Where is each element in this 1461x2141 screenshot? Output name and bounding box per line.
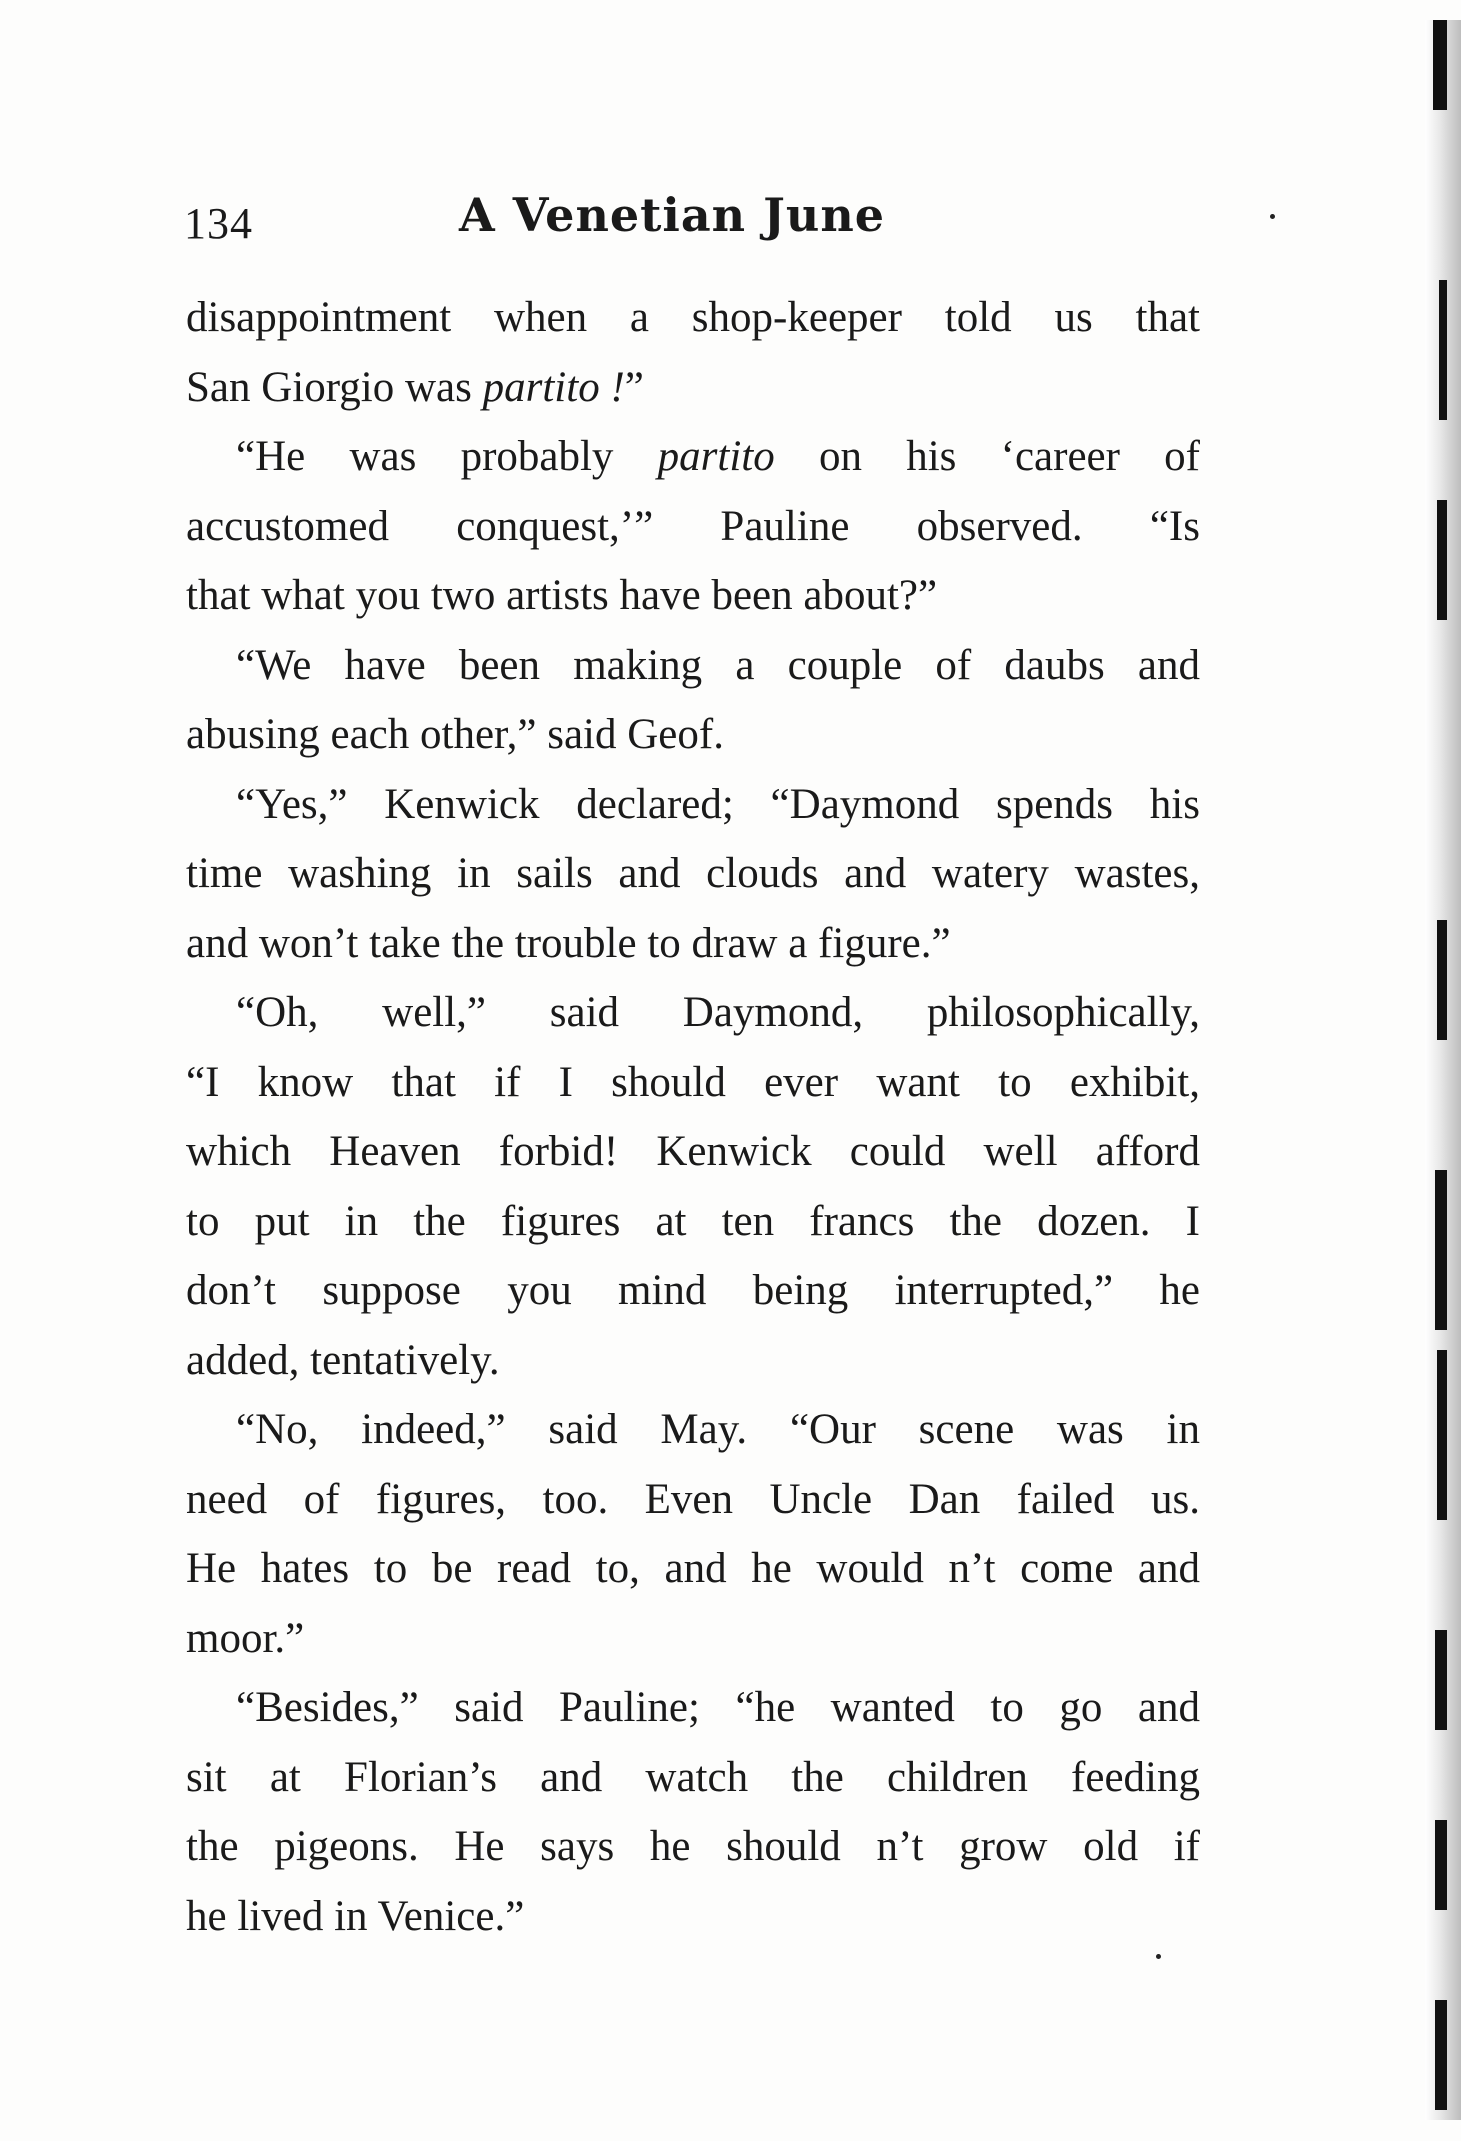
text-line: added, tentatively. <box>186 1336 500 1384</box>
text-line: and won’t take the trouble to draw a figure.” <box>186 919 951 967</box>
scan-edge-mark <box>1437 920 1447 1040</box>
text-line: “He was probably partito on his ‘career of <box>236 433 1200 480</box>
scan-edge-mark <box>1439 280 1447 420</box>
text-line: abusing each other,” said Geof. <box>186 711 724 758</box>
text-line: disappointment when a shop-keeper told us that <box>186 294 1200 341</box>
text-line: need of figures, too. Even Uncle Dan failed us. <box>186 1475 1200 1523</box>
scan-edge-mark <box>1435 1820 1447 1910</box>
text-line: don’t suppose you mind being interrupted,” he <box>186 1267 1200 1314</box>
text-line: accustomed conquest,’” Pauline observed. “Is <box>186 502 1200 550</box>
text-line: “We have been making a couple of daubs and <box>236 641 1200 689</box>
body-text <box>186 283 1200 1951</box>
text-line: He hates to be read to, and he would n’t come and <box>186 1545 1200 1592</box>
text-line: sit at Florian’s and watch the children feeding <box>186 1753 1200 1801</box>
text-line: “Oh, well,” said Daymond, philosophically, <box>236 989 1200 1036</box>
scan-edge-mark <box>1437 500 1447 620</box>
text-line: time washing in sails and clouds and watery wastes, <box>186 850 1200 897</box>
text-line: “No, indeed,” said May. “Our scene was in <box>236 1406 1200 1453</box>
scan-edge-mark <box>1435 2000 1447 2110</box>
text-line: he lived in Venice.” <box>186 1892 525 1940</box>
text-line: “Yes,” Kenwick declared; “Daymond spends his <box>236 780 1200 828</box>
text-line: which Heaven forbid! Kenwick could well afford <box>186 1128 1200 1175</box>
text-line: that what you two artists have been about?” <box>186 572 938 619</box>
scan-edge-mark <box>1435 1630 1447 1730</box>
scan-edge-mark <box>1435 1170 1447 1330</box>
scan-speck <box>1156 1954 1161 1959</box>
text-line: “I know that if I should ever want to exhibit, <box>186 1058 1200 1106</box>
page-header <box>184 188 1204 258</box>
text-line: the pigeons. He says he should n’t grow old if <box>186 1823 1200 1870</box>
text-line: “Besides,” said Pauline; “he wanted to go and <box>236 1684 1200 1731</box>
text-line: moor.” <box>186 1614 305 1662</box>
scan-edge-mark <box>1437 1350 1447 1520</box>
scan-edge-mark <box>1433 20 1447 110</box>
scan-speck <box>1270 214 1275 219</box>
scan-edge-shadow <box>1425 20 1461 2120</box>
text-line: San Giorgio was partito !” <box>186 363 644 411</box>
text-line: to put in the figures at ten francs the dozen. I <box>186 1197 1200 1245</box>
page-number: 134 <box>184 199 253 248</box>
running-title: A Venetian June <box>459 188 886 242</box>
